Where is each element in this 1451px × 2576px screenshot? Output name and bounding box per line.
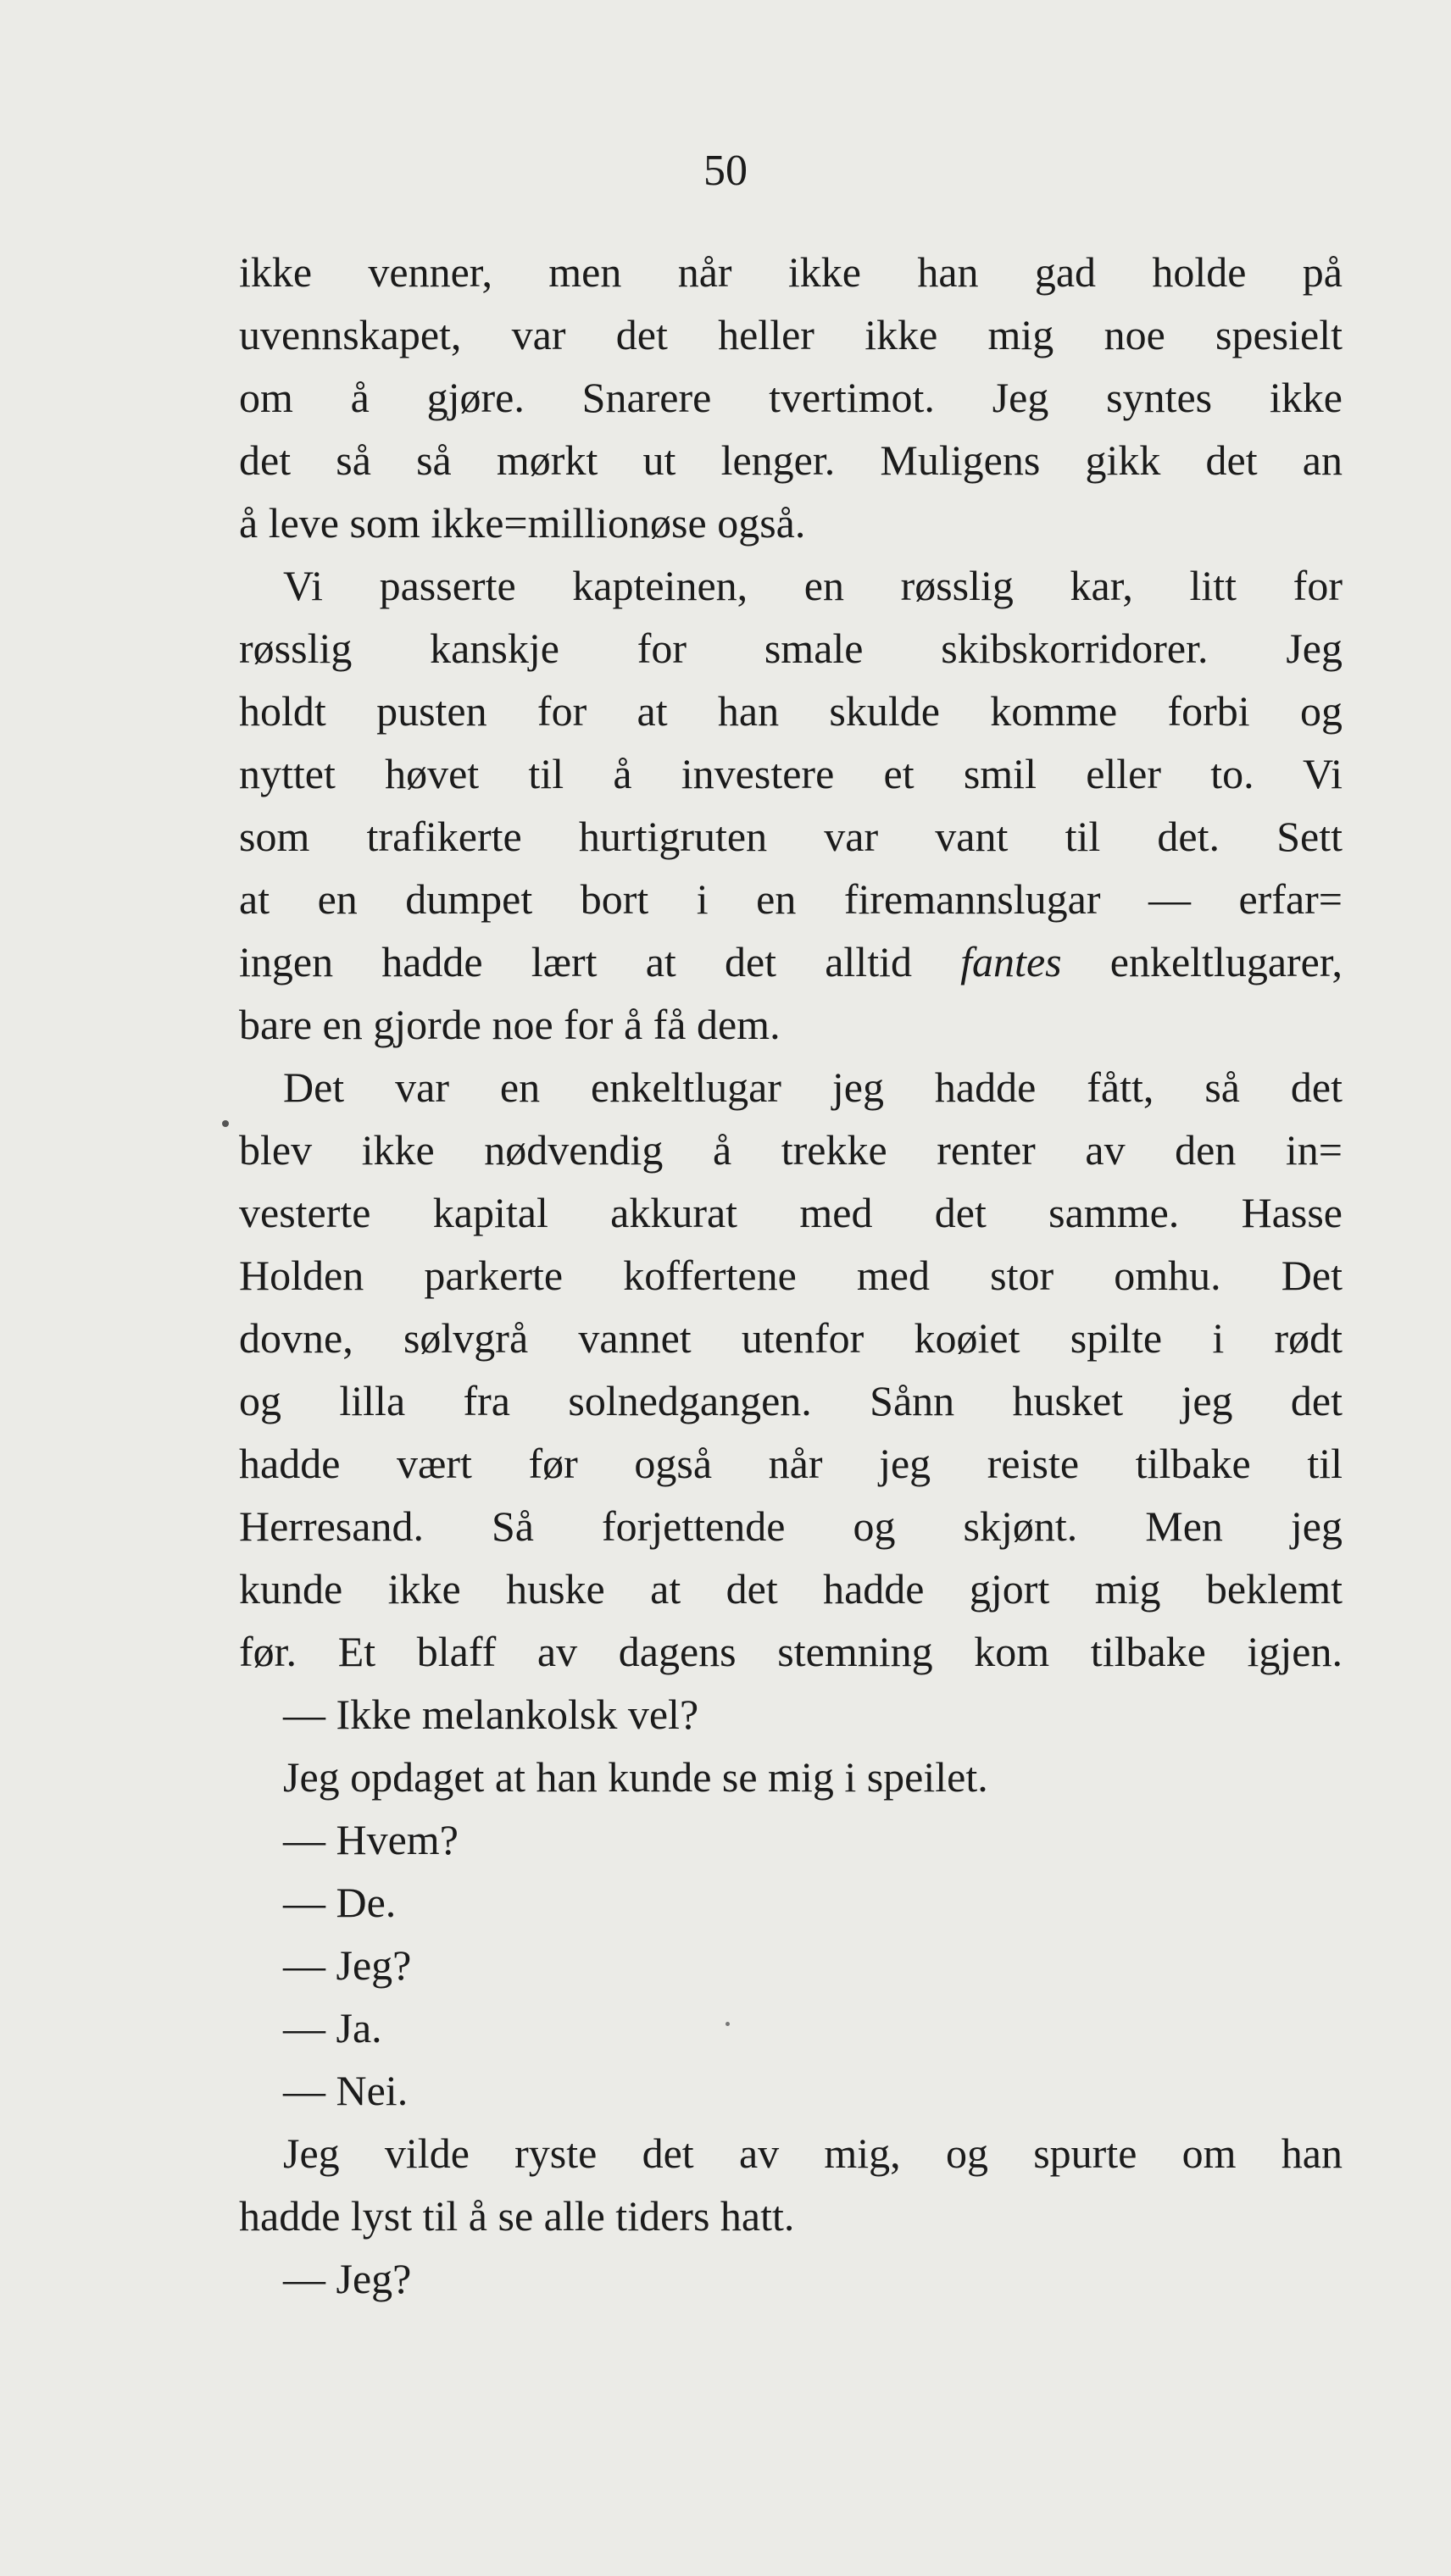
text-line: blev ikke nødvendig å trekke renter av den in= [239, 1126, 1343, 1174]
text-line: før. Et blaff av dagens stemning kom tilbake igjen. [239, 1628, 1343, 1675]
dialog-line: — De. [283, 1879, 397, 1926]
text-line: det så så mørkt ut lenger. Muligens gikk det an [239, 436, 1343, 484]
text-line: bare en gjorde noe for å få dem. [239, 1001, 781, 1048]
text-line: ikke venner, men når ikke han gad holde på [239, 248, 1343, 296]
text-line: Herresand. Så forjettende og skjønt. Men jeg [239, 1502, 1343, 1550]
text-line: hadde lyst til å se alle tiders hatt. [239, 2192, 795, 2240]
text-line: nyttet høvet til å investere et smil eller to. Vi [239, 750, 1343, 797]
dialog-line: — Nei. [283, 2067, 409, 2114]
paragraph-first-line: Jeg vilde ryste det av mig, og spurte om han [283, 2129, 1343, 2177]
text-line: vesterte kapital akkurat med det samme. Hasse [239, 1189, 1343, 1236]
text-line: som trafikerte hurtigruten var vant til det. Sett [239, 813, 1343, 860]
paragraph-first-line: Det var en enkeltlugar jeg hadde fått, så det [283, 1063, 1343, 1111]
text-line: Holden parkerte koffertene med stor omhu. Det [239, 1252, 1343, 1299]
text-line: at en dumpet bort i en firemannslugar — erfar= [239, 875, 1343, 923]
paper-speck [726, 2022, 730, 2026]
dialog-line: — Hvem? [283, 1816, 459, 1863]
text-line: røsslig kanskje for smale skibskorridorer. Jeg [239, 625, 1343, 672]
text-line: og lilla fra solnedgangen. Sånn husket jeg det [239, 1377, 1343, 1424]
text-line: uvennskapet, var det heller ikke mig noe spesielt [239, 311, 1343, 358]
text-line: kunde ikke huske at det hadde gjort mig beklemt [239, 1565, 1343, 1613]
text-line: holdt pusten for at han skulde komme forbi og [239, 687, 1343, 735]
text-line: hadde vært før også når jeg reiste tilbake til [239, 1440, 1343, 1487]
text-line-with-italic: ingen hadde lært at det alltid fantes enkeltlugarer, [239, 938, 1343, 985]
body-text [239, 241, 1343, 2310]
italic-word: fantes [960, 938, 1062, 985]
text-line: å leve som ikke=millionøse også. [239, 499, 806, 547]
dialog-line: Jeg opdaget at han kunde se mig i speilet. [283, 1753, 988, 1801]
page-number: 50 [703, 147, 748, 195]
paragraph-first-line: Vi passerte kapteinen, en røsslig kar, litt for [283, 562, 1343, 609]
dialog-line: — Jeg? [283, 1941, 412, 1989]
dialog-line: — Ikke melankolsk vel? [283, 1690, 699, 1738]
dialog-line: — Ja. [283, 2004, 382, 2051]
margin-dot [222, 1120, 229, 1127]
text-line: om å gjøre. Snarere tvertimot. Jeg syntes ikke [239, 374, 1343, 421]
dialog-line: — Jeg? [283, 2255, 412, 2302]
text-line: dovne, sølvgrå vannet utenfor koøiet spilte i rødt [239, 1314, 1343, 1362]
